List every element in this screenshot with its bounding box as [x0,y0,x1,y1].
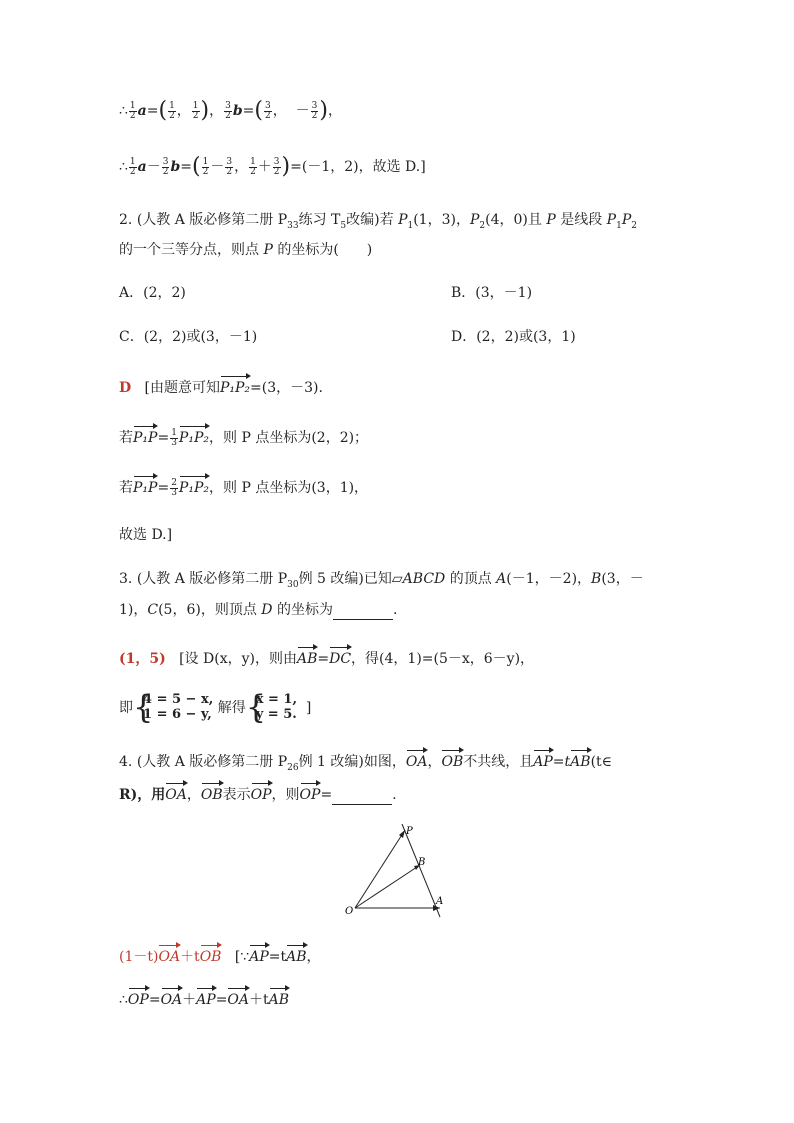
option-d: D．(2，2)或(3，1) [451,329,576,345]
option-c: C．(2，2)或(3，－1) [119,329,258,345]
arrow-p [399,830,405,838]
question-3-solution-2: 即 { 4 = 5 − x, 1 = 6 − y, 解得 { x = 1, y = 5. ] [119,688,312,726]
equation-system-solution: { x = 1, y = 5. [245,688,297,726]
question-3-line-2: 1)，C(5，6)，则顶点 D 的坐标为 . [119,602,398,618]
comma: ， [209,103,224,119]
question-4-line-2: R)，用OA，OB表示OP，则OP= . [119,781,397,805]
solution-result: =(－1，2)，故选 D.] [290,159,426,175]
equals: = [242,103,255,119]
question-2-solution-4: 故选 D.] [119,527,173,543]
question-3-line-1: 3. (人教 A 版必修第二册 $P_{30}$例 5 改编)已知▱ABCD 的顶点 A(－1，－2)，B(3，－ [119,571,644,590]
vector-b: b [170,159,181,175]
question-number: 4. [119,754,133,770]
question-4-line-1: 4. (人教 A 版必修第二册 $P_{26}$例 1 改编)如图，OA，OB不共线，且AP=tAB(t∈ [119,748,612,778]
answer: (1－t) [119,949,159,965]
therefore-symbol: ∴ [119,159,128,175]
option-b: B．(3，－1) [451,285,533,301]
question-number: 2. [119,212,133,228]
answer: D [119,380,132,396]
comma: ， [327,103,342,119]
label-a: A [436,896,444,907]
question-2-solution-2: 若P₁P= $\frac{1}{3}$ P₁P₂，则 P 点坐标为(2，2)； [119,424,368,448]
answer: (1，5) [119,651,166,667]
question-3-solution-1: (1，5) [设 D(x，y)，则由AB=DC，得(4，1)=(5－x，6－y)， [119,645,534,669]
equation-system: { 4 = 5 − x, 1 = 6 − y, [133,688,214,726]
segment-ob [355,865,420,908]
label-o: O [345,906,354,917]
line-pa [402,824,440,917]
question-2-solution-1: D [由题意可知P₁P₂=(3，－3). [119,374,323,398]
answer-blank[interactable] [333,605,393,620]
vector-b: b [232,103,243,119]
question-2-line-2: 的一个三等分点，则点 P 的坐标为( ) [119,242,373,258]
source-note: (人教 A 版必修第二册 P [136,212,288,228]
answer-blank[interactable] [332,790,392,805]
vector-a: a [137,159,147,175]
vector-a: a [137,103,147,119]
therefore-symbol: ∴ [119,103,128,119]
fraction: $\frac{1}{2}$ [129,100,136,121]
question-4-solution-2: ∴OP=OA＋AP=OA＋tAB [119,986,289,1010]
vector-p1p2: P₁P₂ [220,374,250,398]
question-2-solution-3: 若P₁P= $\frac{2}{3}$ P₁P₂，则 P 点坐标为(3，1)， [119,474,368,498]
question-2-line-1: 2. (人教 A 版必修第二册 $P_{33}$练习 $T_5$改编)若 $P_1(1$，3)，$P_2(4$，0)且 P 是线段 $P_1P_2$ [119,212,637,231]
vector-diagram [340,822,460,922]
question-4-solution-1: (1－t)OA＋tOB [∵AP=tAB， [119,943,321,967]
segment-op [355,830,405,908]
label-b: B [418,857,426,868]
label-p: P [406,826,413,837]
solution-line-2: ∴ $\frac{1}{2}$ a－ $\frac{3}{2}$ b=( $\frac{1}{2}$ － $\frac{3}{2}$ ， $\frac{1}{2}$ ＋ $\frac{3}{2}$ )=(－1，2)，故选 D.] [119,154,426,179]
equals: = [146,103,159,119]
option-a: A．(2，2) [119,285,186,301]
solution-line-1: ∴ $\frac{1}{2}$ a=( $\frac{1}{2}$ ， $\frac{1}{2}$ )， $\frac{3}{2}$ b=( $\frac{3}{2}$ ， － $\frac{3}{2}$ )， [119,98,342,123]
question-number: 3. [119,571,133,587]
